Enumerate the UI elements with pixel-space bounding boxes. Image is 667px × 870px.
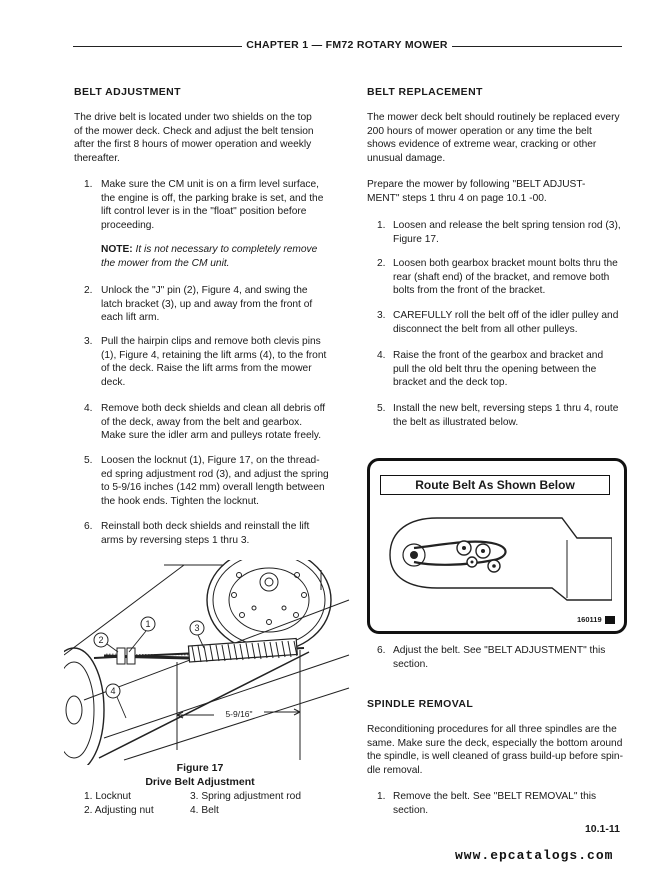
callout-1: 1 (145, 619, 151, 629)
belt-adjustment-intro: The drive belt is located under two shields on the top of the mower deck. Check and adjust the belt tension after the first 8 hours of mower operation and weekly thereafter. (74, 112, 314, 164)
callout-2: 2 (98, 635, 104, 645)
route-belt-title: Route Belt As Shown Below (380, 475, 610, 495)
chapter-header: CHAPTER 1 — FM72 ROTARY MOWER (242, 39, 452, 51)
callout-3: 3 (194, 623, 200, 633)
belt-replacement-heading: BELT REPLACEMENT (367, 86, 483, 98)
figure-legend-3: 3. Spring adjustment rod (190, 791, 301, 802)
route-figure-part-number: 160119 (577, 615, 602, 624)
figure-17-caption: Figure 17 (176, 762, 224, 774)
callout-4: 4 (110, 686, 116, 696)
belt-adjustment-heading: BELT ADJUSTMENT (74, 86, 181, 98)
figure-legend-1: 1. Locknut (84, 791, 132, 802)
figure-17-illustration (64, 560, 354, 765)
belt-replacement-intro: The mower deck belt should routinely be replaced every 200 hours of mower operation or any time the belt shows evidence of extreme wear, cracking or other unusual damage. (367, 112, 620, 164)
page-number: 10.1-11 (584, 823, 620, 835)
figure-17-title: Drive Belt Adjustment (145, 776, 255, 788)
spindle-removal-heading: SPINDLE REMOVAL (367, 698, 474, 710)
figure-legend-4: 4. Belt (190, 805, 219, 816)
belt-replacement-prepare: Prepare the mower by following "BELT ADJUST- MENT" steps 1 thru 4 on page 10.1 -00. (367, 179, 586, 204)
header-rule-right (452, 46, 622, 47)
watermark: www.epcatalogs.com (455, 848, 614, 863)
header-rule-left (73, 46, 245, 47)
adjust-note: NOTE: It is not necessary to completely remove the mower from the CM unit. (101, 244, 318, 269)
route-belt-diagram (382, 500, 612, 615)
spindle-removal-intro: Reconditioning procedures for all three spindles are the same. Make sure the deck, especially the bottom around the spindle, is well cleaned of grass build-up before spin- dle removal. (367, 724, 623, 776)
part-number-bar (605, 616, 615, 624)
dimension-label: 5-9/16" (225, 709, 253, 719)
figure-legend-2: 2. Adjusting nut (84, 805, 154, 816)
